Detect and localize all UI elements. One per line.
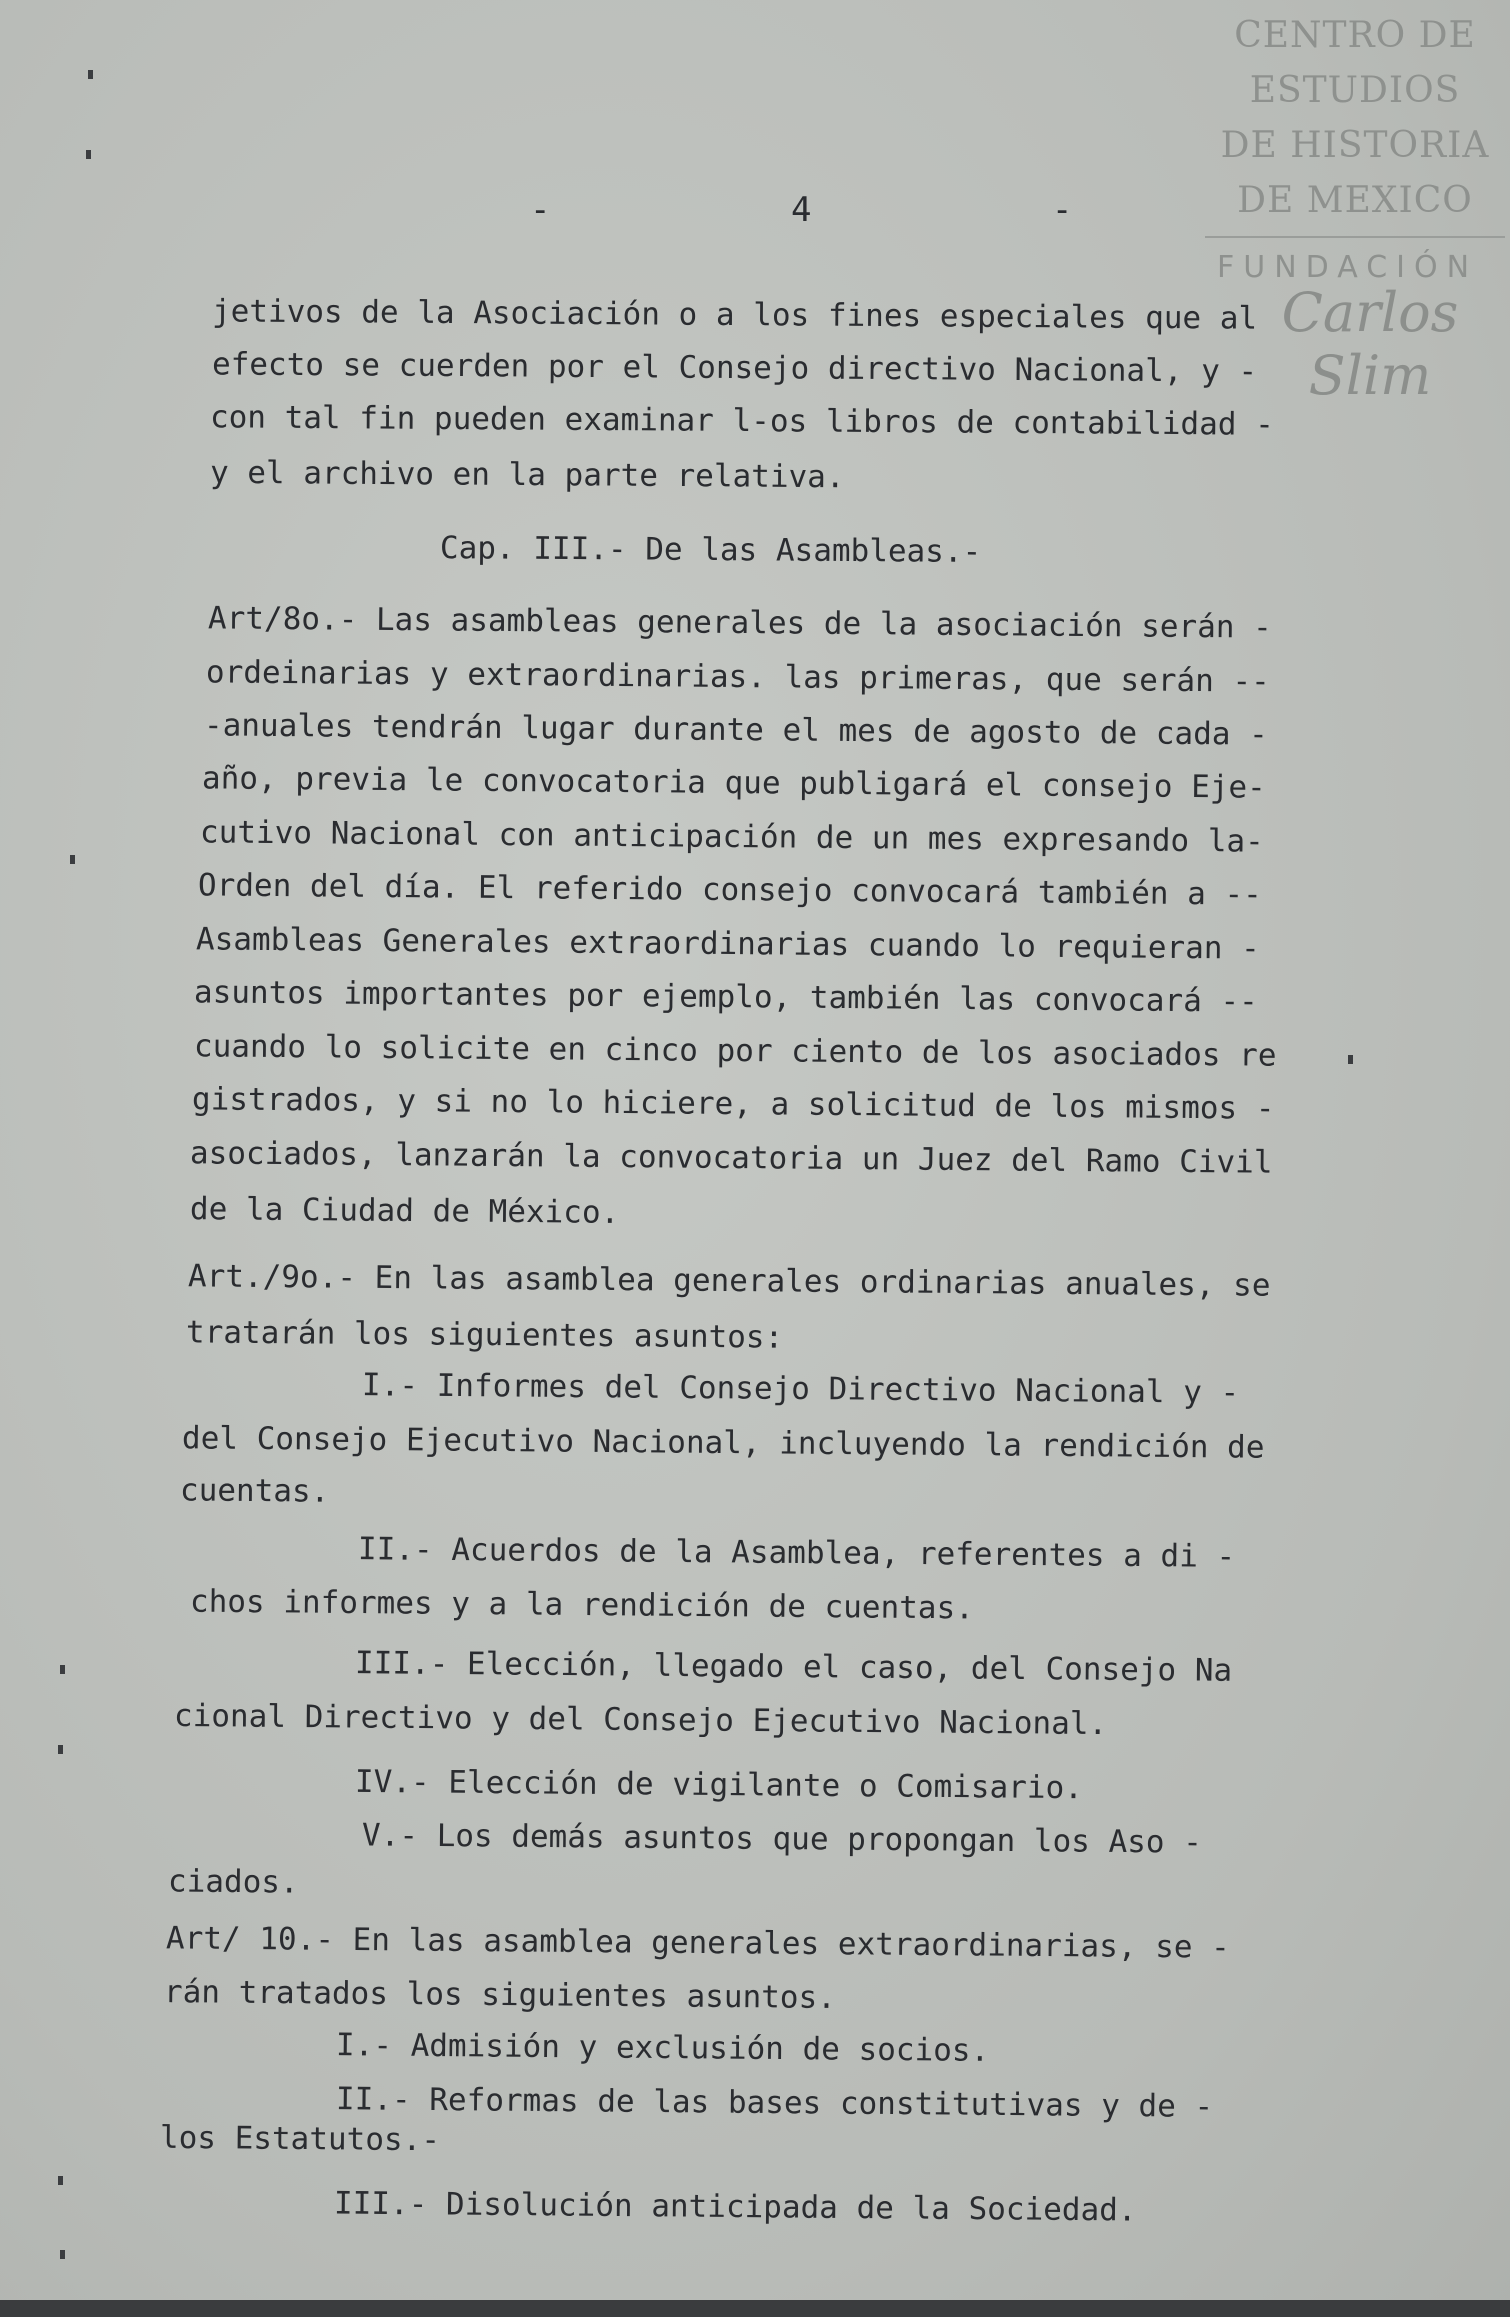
archive-watermark [1205, 8, 1505, 407]
text-line: efecto se cuerden por el Consejo directivo Nacional, y - [211, 346, 1258, 390]
text-line: I.- Admisión y exclusión de socios. [335, 2027, 990, 2069]
text-line: -anuales tendrán lugar durante el mes de agosto de cada - [203, 707, 1268, 753]
text-line: asuntos importantes por ejemplo, también las convocará -- [193, 974, 1258, 1020]
text-line: II.- Reformas de las bases constitutivas y de - [335, 2081, 1214, 2125]
text-line: cuando lo solicite en cinco por ciento de los asociados re [193, 1028, 1277, 1074]
text-line: y el archivo en la parte relativa. [209, 454, 845, 496]
watermark-line: CENTRO DE [1234, 15, 1476, 56]
text-line: ciados. [167, 1863, 299, 1901]
page-number: - 4 - [530, 190, 1183, 230]
watermark-line: DE HISTORIA [1220, 125, 1490, 166]
watermark-divider [1205, 236, 1505, 238]
margin-mark [88, 70, 93, 79]
text-line: tratarán los siguientes asuntos: [185, 1314, 784, 1356]
margin-mark [60, 2250, 65, 2259]
watermark-foundation: FUNDACIÓN [1217, 250, 1479, 285]
text-line: ordeinarias y extraordinarias. las primeras, que serán -- [205, 654, 1270, 700]
text-line: I.- Informes del Consejo Directivo Nacional y - [361, 1367, 1240, 1411]
margin-mark [60, 1665, 65, 1674]
margin-mark [1348, 1055, 1353, 1064]
text-line: año, previa le convocatoria que publigará el consejo Eje- [201, 760, 1266, 806]
text-line: III.- Elección, llegado el caso, del Consejo Na [354, 1645, 1233, 1689]
text-line: jetivos de la Asociación o a los fines especiales que al [211, 293, 1258, 337]
text-line: Art./9o.- En las asamblea generales ordinarias anuales, se [187, 1258, 1271, 1304]
text-line: Asambleas Generales extraordinarias cuando lo requieran - [195, 921, 1260, 967]
margin-mark [86, 150, 91, 159]
watermark-signature: Carlos Slim [1281, 281, 1459, 407]
watermark-line: ESTUDIOS [1249, 70, 1461, 111]
margin-mark [58, 2176, 63, 2185]
text-line: asociados, lanzarán la convocatoria un Juez del Ramo Civil [189, 1135, 1273, 1181]
text-line: gistrados, y si no lo hiciere, a solicitud de los mismos - [191, 1081, 1275, 1127]
text-line: rán tratados los siguientes asuntos. [163, 1974, 837, 2016]
watermark-line: DE MEXICO [1237, 180, 1473, 221]
scan-bottom-edge [0, 2300, 1510, 2317]
text-line: los Estatutos.- [159, 2119, 441, 2159]
text-line: Art/8o.- Las asambleas generales de la asociación serán - [207, 600, 1272, 646]
text-line: del Consejo Ejecutivo Nacional, incluyendo la rendición de [181, 1420, 1265, 1466]
text-line: de la Ciudad de México. [189, 1191, 620, 1231]
text-line: V.- Los demás asuntos que propongan los Aso - [361, 1817, 1203, 1861]
text-line: IV.- Elección de vigilante o Comisario. [354, 1763, 1084, 1807]
text-line: con tal fin pueden examinar l-os libros de contabilidad - [209, 399, 1274, 443]
section-heading: Cap. III.- De las Asambleas.- [439, 530, 982, 570]
text-line: II.- Acuerdos de la Asamblea, referentes a di - [357, 1531, 1236, 1575]
text-line: cutivo Nacional con anticipación de un mes expresando la- [199, 814, 1264, 860]
margin-mark [70, 855, 75, 864]
text-line: Art/ 10.- En las asamblea generales extraordinarias, se - [165, 1920, 1230, 1966]
text-line: III.- Disolución anticipada de la Sociedad. [333, 2185, 1137, 2229]
text-line: cional Directivo y del Consejo Ejecutivo Nacional. [173, 1697, 1108, 1743]
text-line: chos informes y a la rendición de cuentas. [189, 1583, 975, 1627]
text-line: cuentas. [179, 1472, 330, 1510]
text-line: Orden del día. El referido consejo convocará también a -- [197, 867, 1262, 913]
margin-mark [58, 1745, 63, 1754]
